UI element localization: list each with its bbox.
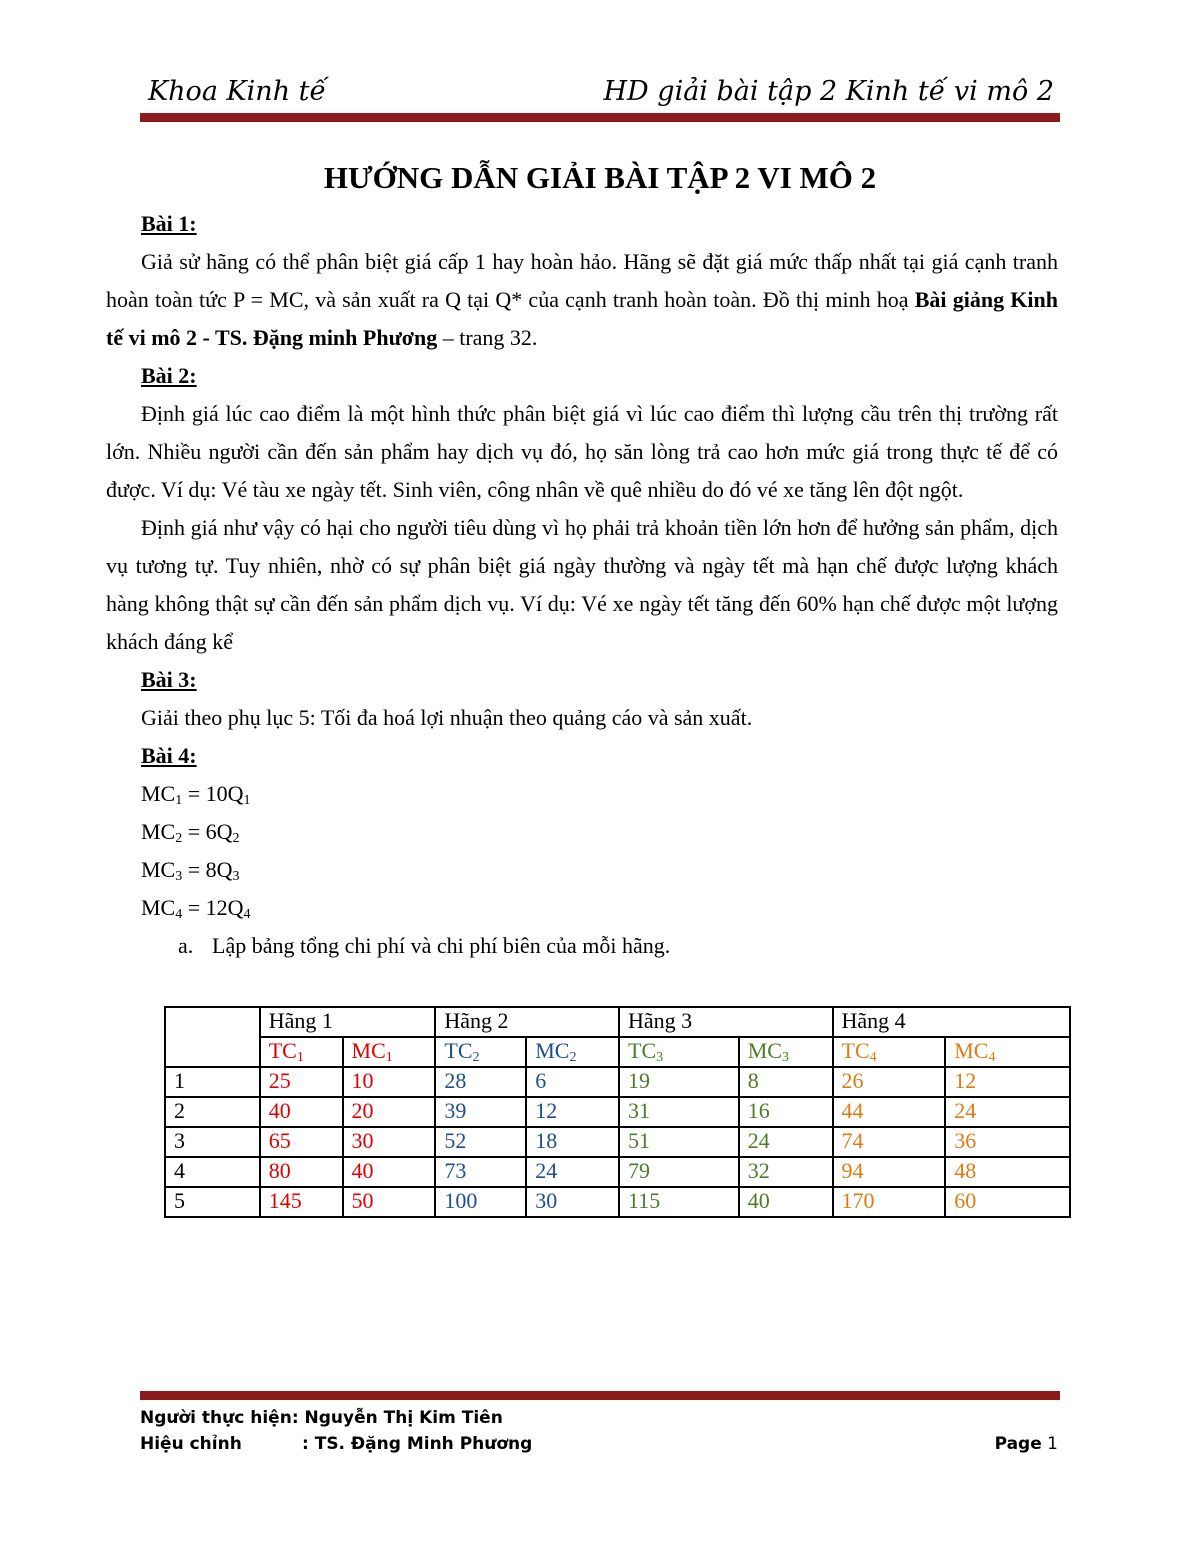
cell: 80 xyxy=(260,1157,343,1187)
cell: 48 xyxy=(945,1157,1070,1187)
cell: 24 xyxy=(739,1127,833,1157)
cell: 115 xyxy=(619,1187,739,1217)
bai4-heading: Bài 4: xyxy=(141,743,197,768)
cell: 52 xyxy=(435,1127,526,1157)
footer-rule xyxy=(140,1391,1060,1400)
cell: 170 xyxy=(833,1187,946,1217)
cell: 19 xyxy=(619,1067,739,1097)
cell: 31 xyxy=(619,1097,739,1127)
cell: 16 xyxy=(739,1097,833,1127)
footer-editor-value: : TS. Đặng Minh Phương xyxy=(302,1434,533,1454)
cell: 50 xyxy=(343,1187,436,1217)
footer-editor xyxy=(140,1434,533,1454)
cell: 8 xyxy=(739,1067,833,1097)
cell: 51 xyxy=(619,1127,739,1157)
cell: 30 xyxy=(526,1187,619,1217)
row-quantity: 5 xyxy=(165,1187,260,1217)
firm-header-3: Hãng 3 xyxy=(619,1007,833,1037)
header-rule xyxy=(140,113,1060,122)
mc-equation-2: $MC_2 = 6Q_2$ xyxy=(141,819,240,846)
cell: 36 xyxy=(945,1127,1070,1157)
cell: 30 xyxy=(343,1127,436,1157)
cell: 65 xyxy=(260,1127,343,1157)
cell: 32 xyxy=(739,1157,833,1187)
bai1-paragraph xyxy=(106,243,1058,357)
cell: 6 xyxy=(526,1067,619,1097)
subheader-mc1: $MC_1$ xyxy=(343,1037,436,1067)
list-item-a xyxy=(178,927,1058,965)
page-value: 1 xyxy=(1047,1434,1058,1454)
page-number xyxy=(995,1434,1058,1454)
cell: 100 xyxy=(435,1187,526,1217)
header-right: HD giải bài tập 2 Kinh tế vi mô 2 xyxy=(603,76,1054,107)
mc-equation-3: $MC_3 = 8Q_3$ xyxy=(141,857,240,884)
cell: 60 xyxy=(945,1187,1070,1217)
footer-author: Người thực hiện: Nguyễn Thị Kim Tiên xyxy=(140,1408,503,1428)
cell: 94 xyxy=(833,1157,946,1187)
subheader-tc1: $TC_1$ xyxy=(260,1037,343,1067)
cell: 79 xyxy=(619,1157,739,1187)
bai1-text: Giả sử hãng có thể phân biệt giá cấp 1 hay hoàn hảo. Hãng sẽ đặt giá mức thấp nhất tại giá cạnh tranh hoàn toàn tức P = MC, và sản xuất ra Q tại Q* của cạnh tranh hoàn toàn. Đồ thị minh hoạ xyxy=(106,249,1058,312)
table-row xyxy=(165,1127,1070,1157)
bai2-paragraph-1: Định giá lúc cao điểm là một hình thức phân biệt giá vì lúc cao điểm thì lượng cầu trên thị trường rất lớn. Nhiều người cần đến sản phẩm hay dịch vụ đó, họ săn lòng trả cao hơn mức giá trong thực tế để có được. Ví dụ: Vé tàu xe ngày tết. Sinh viên, công nhân về quê nhiều do đó vé xe tăng lên đột ngột. xyxy=(106,401,1058,502)
cell: 145 xyxy=(260,1187,343,1217)
subheader-mc3: $MC_3$ xyxy=(739,1037,833,1067)
subheader-mc4: $MC_4$ xyxy=(945,1037,1070,1067)
list-item-text: Lập bảng tổng chi phí và chi phí biên của mỗi hãng. xyxy=(212,933,671,958)
table-corner-cell xyxy=(165,1007,260,1067)
cell: 25 xyxy=(260,1067,343,1097)
table-row xyxy=(165,1187,1070,1217)
document-body xyxy=(106,205,1058,965)
table-row xyxy=(165,1067,1070,1097)
cell: 73 xyxy=(435,1157,526,1187)
table-subheader-row xyxy=(165,1037,1070,1067)
footer-editor-label: Hiệu chỉnh xyxy=(140,1434,242,1454)
firm-header-4: Hãng 4 xyxy=(833,1007,1070,1037)
table-header-row xyxy=(165,1007,1070,1037)
subheader-tc3: $TC_3$ xyxy=(619,1037,739,1067)
subheader-mc2: $MC_2$ xyxy=(526,1037,619,1067)
page-label: Page xyxy=(994,1434,1042,1454)
cell: 44 xyxy=(833,1097,946,1127)
cell: 40 xyxy=(343,1157,436,1187)
bai1-reference: Bài giảng Kinh tế vi mô 2 - TS. Đặng minh Phương xyxy=(106,287,1058,350)
cell: 28 xyxy=(435,1067,526,1097)
bai2-paragraph-2: Định giá như vậy có hại cho người tiêu dùng vì họ phải trả khoản tiền lớn hơn để hưởng sản phẩm, dịch vụ tương tự. Tuy nhiên, nhờ có sự phân biệt giá ngày thường và ngày tết mà hạn chế được lượng khách hàng không thật sự cần đến sản phẩm dịch vụ. Ví dụ: Vé xe ngày tết tăng đến 60% hạn chế được một lượng khách đáng kể xyxy=(106,515,1058,654)
bai3-heading: Bài 3: xyxy=(141,667,197,692)
subheader-tc2: $TC_2$ xyxy=(435,1037,526,1067)
row-quantity: 2 xyxy=(165,1097,260,1127)
list-item-label: a. xyxy=(178,933,194,958)
mc-equation-1: $MC_1 = 10Q_1$ xyxy=(141,781,251,808)
cost-table xyxy=(164,1006,1071,1218)
table-row xyxy=(165,1157,1070,1187)
cell: 74 xyxy=(833,1127,946,1157)
cell: 20 xyxy=(343,1097,436,1127)
cell: 18 xyxy=(526,1127,619,1157)
cell: 12 xyxy=(945,1067,1070,1097)
header-left: Khoa Kinh tế xyxy=(148,76,327,107)
bai1-heading: Bài 1: xyxy=(141,211,197,236)
cell: 40 xyxy=(260,1097,343,1127)
table-row xyxy=(165,1097,1070,1127)
row-quantity: 3 xyxy=(165,1127,260,1157)
cell: 24 xyxy=(945,1097,1070,1127)
cell: 39 xyxy=(435,1097,526,1127)
subheader-tc4: $TC_4$ xyxy=(833,1037,946,1067)
cell: 24 xyxy=(526,1157,619,1187)
firm-header-1: Hãng 1 xyxy=(260,1007,436,1037)
cell: 10 xyxy=(343,1067,436,1097)
row-quantity: 1 xyxy=(165,1067,260,1097)
cell: 26 xyxy=(833,1067,946,1097)
bai2-heading: Bài 2: xyxy=(141,363,197,388)
bai3-text: Giải theo phụ lục 5: Tối đa hoá lợi nhuận theo quảng cáo và sản xuất. xyxy=(141,705,753,730)
row-quantity: 4 xyxy=(165,1157,260,1187)
cell: 40 xyxy=(739,1187,833,1217)
cell: 12 xyxy=(526,1097,619,1127)
page-title: HƯỚNG DẪN GIẢI BÀI TẬP 2 VI MÔ 2 xyxy=(323,160,877,195)
bai1-tail: – trang 32. xyxy=(437,325,538,350)
mc-equation-4: $MC_4 = 12Q_4$ xyxy=(141,895,251,922)
firm-header-2: Hãng 2 xyxy=(435,1007,619,1037)
